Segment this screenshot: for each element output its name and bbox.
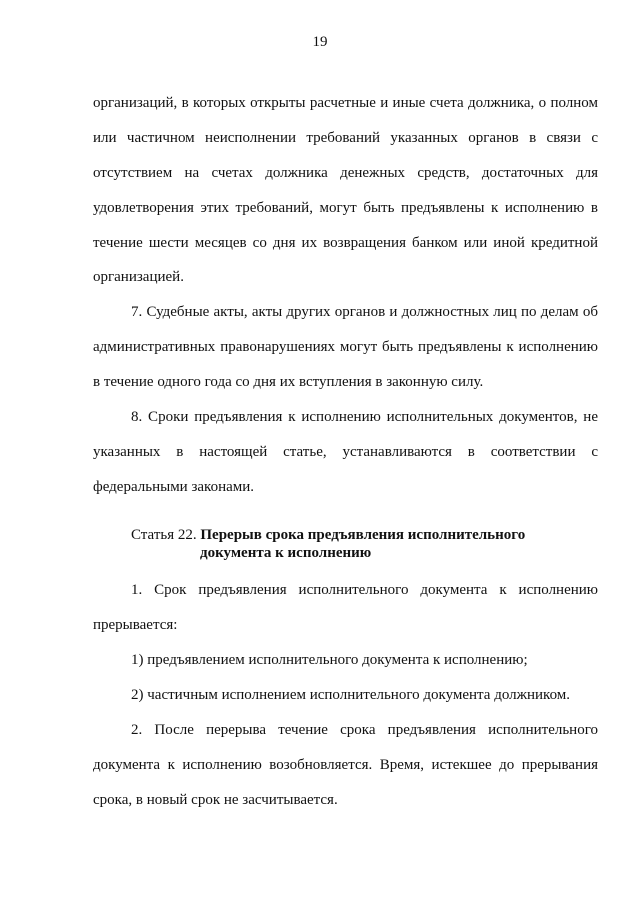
text-line: 1. Срок предъявления исполнительного документа к исполнению — [131, 582, 598, 598]
article-title-line1: Перерыв срока предъявления исполнительного — [200, 527, 526, 543]
text-line: документа к исполнению возобновляется. Время, истекшее до прерывания — [93, 757, 598, 773]
article-title-line2: документа к исполнению — [200, 545, 372, 561]
text-line: указанных в настоящей статье, устанавливаются в соответствии с — [93, 444, 598, 460]
text-line: административных правонарушениях могут быть предъявлены к исполнению — [93, 339, 598, 355]
sub-item-2: 2) частичным исполнением исполнительного документа должником. — [131, 687, 571, 703]
text-line: прерывается: — [93, 617, 178, 633]
text-line: федеральными законами. — [93, 479, 255, 495]
text-line: 2. После перерыва течение срока предъявления исполнительного — [131, 722, 598, 738]
text-line: 8. Сроки предъявления к исполнению исполнительных документов, не — [131, 409, 598, 425]
text-line: отсутствием на счетах должника денежных средств, достаточных для — [93, 165, 598, 181]
text-line: организаций, в которых открыты расчетные и иные счета должника, о полном — [93, 95, 598, 111]
text-line: срока, в новый срок не засчитывается. — [93, 792, 338, 808]
text-line: или частичном неисполнении требований указанных органов в связи с — [93, 130, 598, 146]
text-line: течение шести месяцев со дня их возвращения банком или иной кредитной — [93, 235, 598, 251]
article-label: Статья 22. — [131, 527, 197, 543]
text-line: 7. Судебные акты, акты других органов и должностных лиц по делам об — [131, 304, 598, 320]
page-number: 19 — [312, 34, 328, 50]
text-line: удовлетворения этих требований, могут быть предъявлены к исполнению в — [93, 200, 598, 216]
text-line: в течение одного года со дня их вступления в законную силу. — [93, 374, 484, 390]
sub-item-1: 1) предъявлением исполнительного документа к исполнению; — [131, 652, 528, 668]
text-line: организацией. — [93, 269, 184, 285]
